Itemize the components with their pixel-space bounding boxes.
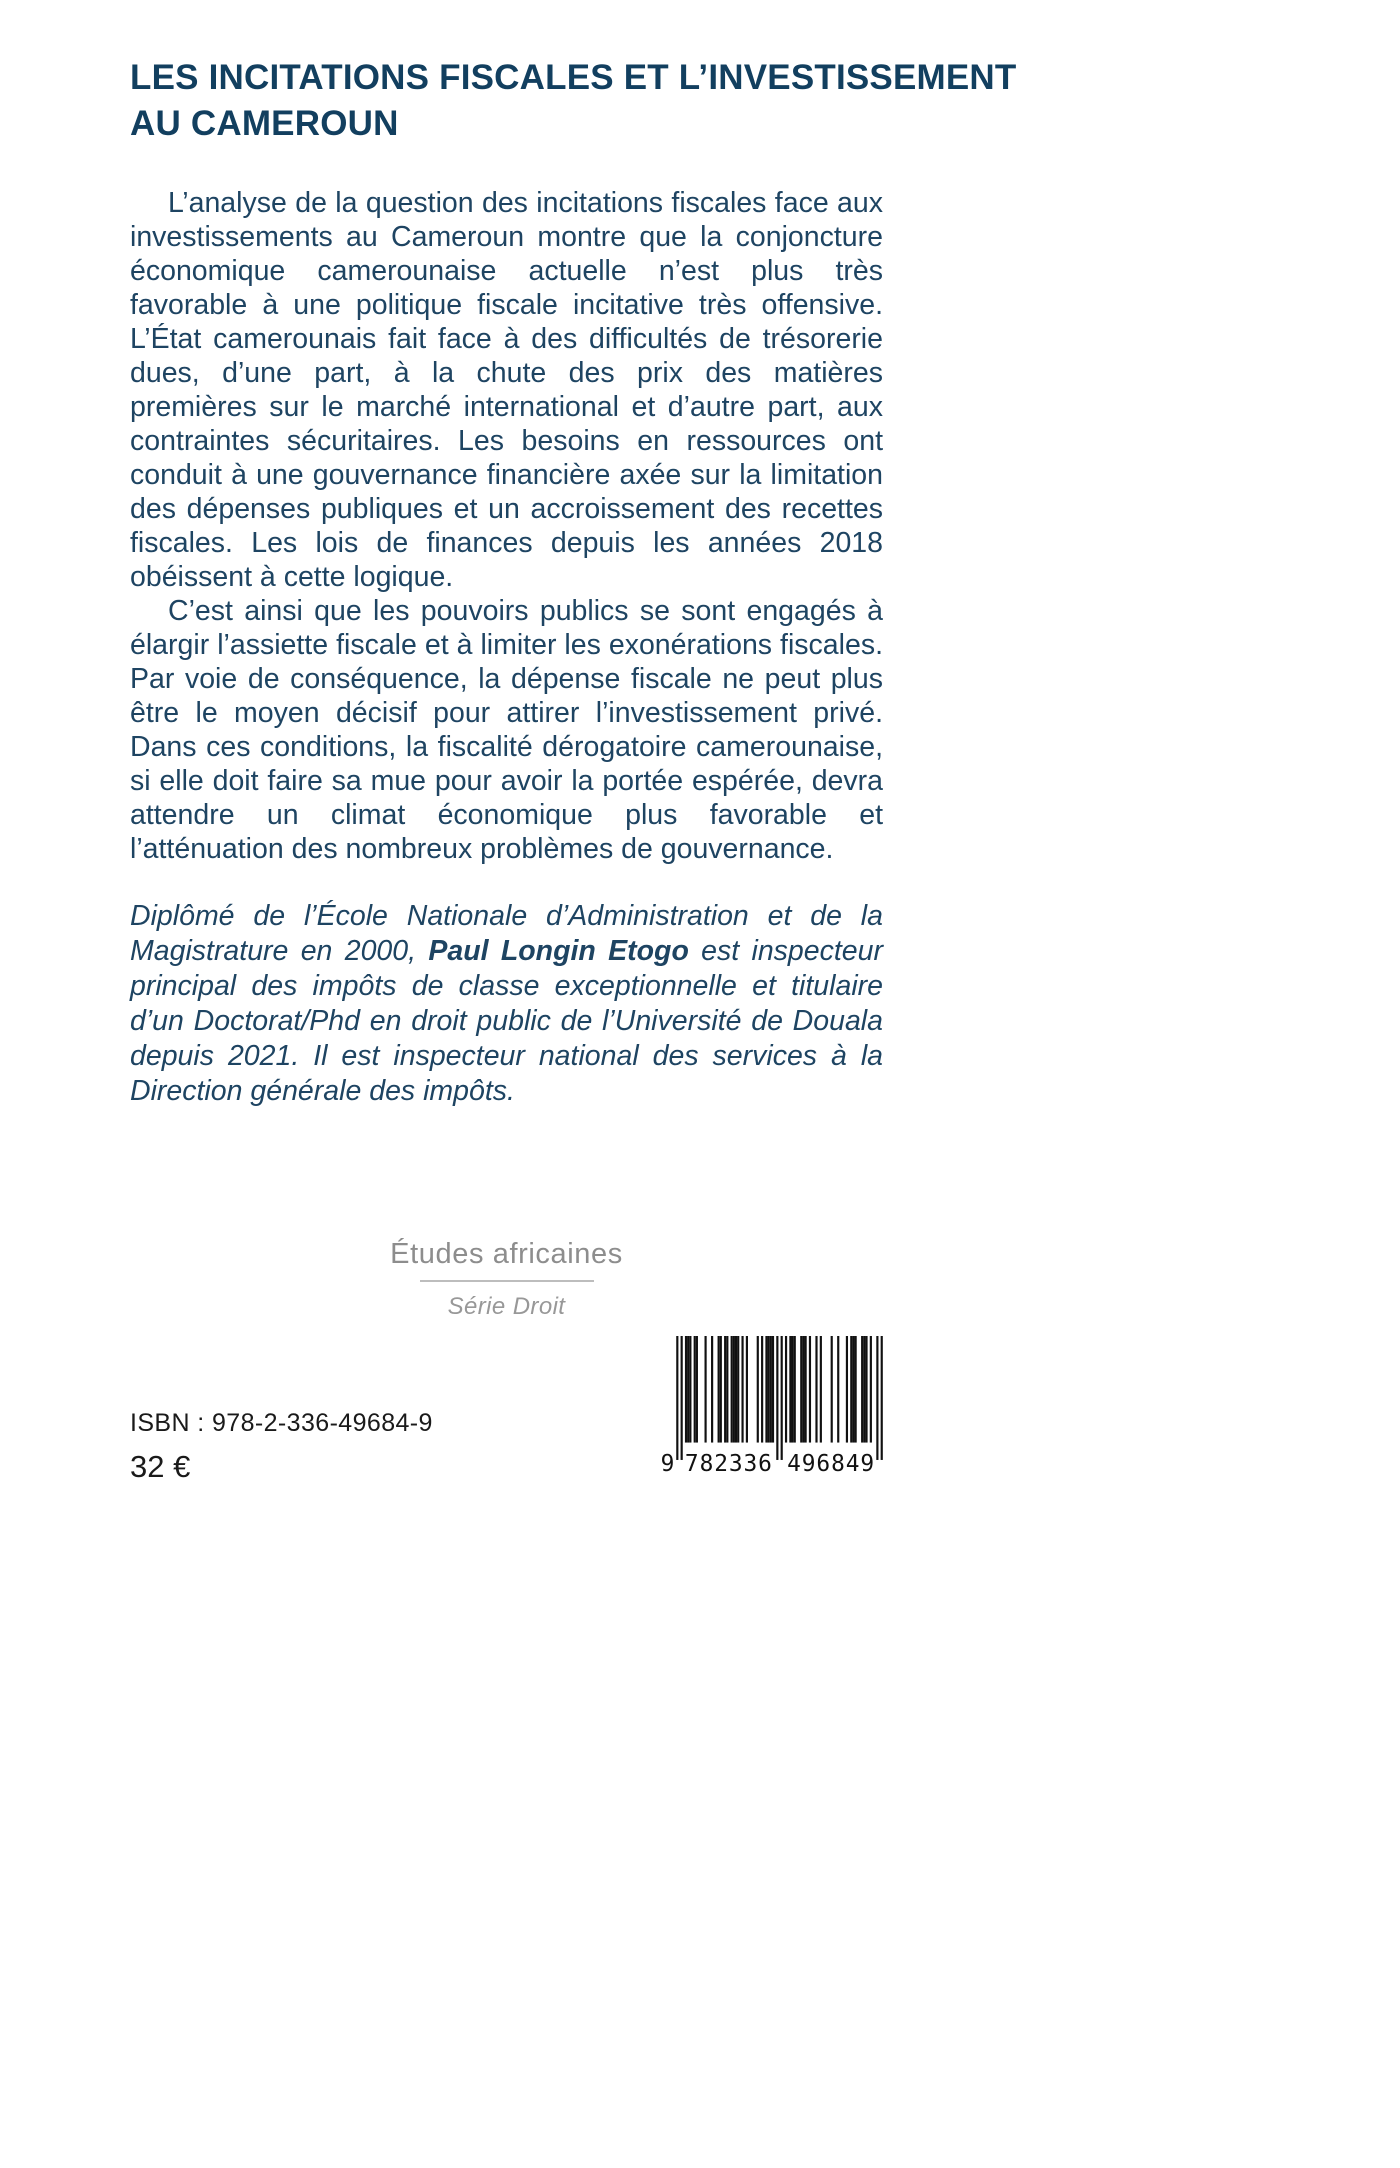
price-text: 32 € (130, 1449, 191, 1484)
author-bio-text-after: est inspecteur principal des impôts de classe exceptionnelle et titulaire d’un Doctorat/Phd en droit public de l’Université de Douala depuis 2021. Il est inspecteur national des services à la Direction générale des impôts. (130, 935, 883, 1107)
collection-divider (420, 1280, 594, 1282)
book-title-line-2: AU CAMEROUN (130, 104, 399, 143)
author-bio-text-before: Diplômé de l’École Nationale d’Administration et de la Magistrature en 2000, (130, 900, 883, 967)
series-name: Série Droit (447, 1293, 566, 1320)
ean13-barcode (661, 1336, 885, 1473)
svg-text:782336: 782336 (684, 1450, 772, 1473)
synopsis-paragraph-1: L’analyse de la question des incitations fiscales face aux investissements au Cameroun montre que la conjoncture économique camerounaise actuelle n’est plus très favorable à une politique fiscale incitative très offensive. L’État camerounais fait face à des difficultés de trésorerie dues, d’une part, à la chute des prix des matières premières sur le marché international et d’autre part, aux contraintes sécuritaires. Les besoins en ressources ont conduit à une gouvernance financière axée sur la limitation des dépenses publiques et un accroissement des recettes fiscales. Les lois de finances depuis les années 2018 obéissent à cette logique. (130, 187, 883, 593)
svg-text:9: 9 (661, 1450, 675, 1473)
book-title (130, 55, 1017, 147)
collection-block (130, 1238, 883, 1321)
synopsis (130, 186, 883, 866)
barcode-bars (661, 1336, 885, 1473)
book-title-line-1: LES INCITATIONS FISCALES ET L’INVESTISSEMENT (130, 58, 1017, 97)
svg-text:496849: 496849 (787, 1450, 875, 1473)
collection-name: Études africaines (390, 1238, 623, 1270)
author-bio (130, 899, 883, 1109)
isbn-text: ISBN : 978-2-336-49684-9 (130, 1409, 433, 1437)
author-name: Paul Longin Etogo (428, 935, 689, 967)
synopsis-paragraph-2: C’est ainsi que les pouvoirs publics se sont engagés à élargir l’assiette fiscale et à limiter les exonérations fiscales. Par voie de conséquence, la dépense fiscale ne peut plus être le moyen décisif pour attirer l’investissement privé. Dans ces conditions, la fiscalité dérogatoire camerounaise, si elle doit faire sa mue pour avoir la portée espérée, devra attendre un climat économique plus favorable et l’atténuation des nombreux problèmes de gouvernance. (130, 595, 883, 865)
